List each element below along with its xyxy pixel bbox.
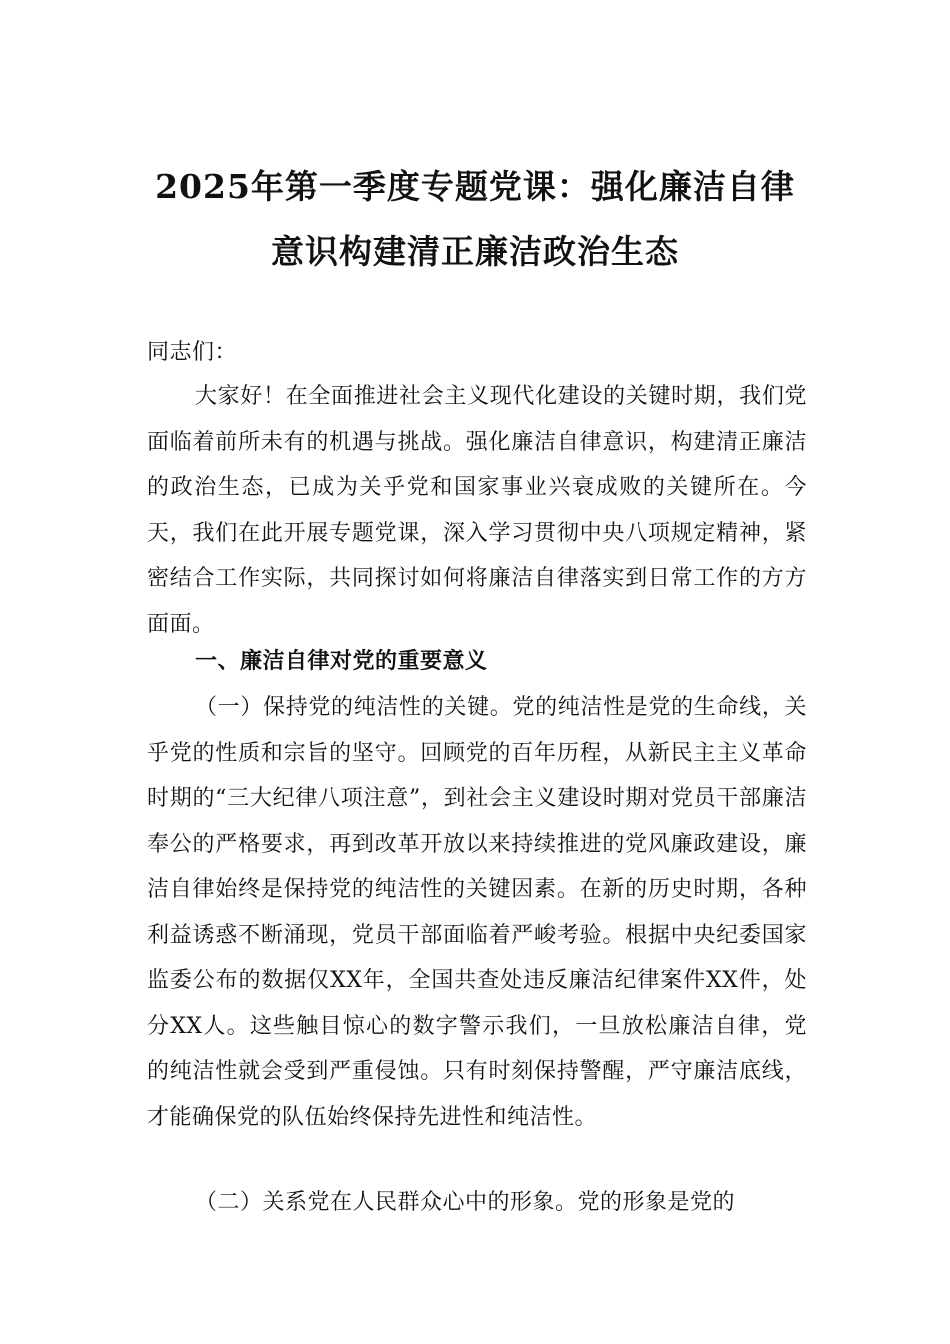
paragraph-section-1-1: （一）保持党的纯洁性的关键。党的纯洁性是党的生命线，关乎党的性质和宗旨的坚守。回顾党的百年历程，从新民主主义革命时期的“三大纪律八项注意”，到社会主义建设时期对党员干部廉洁奉公的严格要求，再到改革开放以来持续推进的党风廉政建设，廉洁自律始终是保持党的纯洁性的关键因素。在新的历史时期，各种利益诱惑不断涌现，党员干部面临着严峻考验。根据中央纪委国家监委公布的数据仅XX年，全国共查处违反廉洁纪律案件XX件，处分XX人。这些触目惊心的数字警示我们，一旦放松廉洁自律，党的纯洁性就会受到严重侵蚀。只有时刻保持警醒，严守廉洁底线，才能确保党的队伍始终保持先进性和纯洁性。 bbox=[147, 695, 807, 1130]
paragraph-section-1-2: （二）关系党在人民群众心中的形象。党的形象是党的 bbox=[195, 1190, 736, 1215]
section-heading-1: 一、廉洁自律对党的重要意义 bbox=[195, 649, 488, 674]
document-title-line-2: 意识构建清正廉洁政治生态 bbox=[271, 232, 679, 271]
paragraph-intro: 大家好！在全面推进社会主义现代化建设的关键时期，我们党面临着前所未有的机遇与挑战。强化廉洁自律意识，构建清正廉洁的政治生态，已成为关乎党和国家事业兴衰成败的关键所在。今天，我们在此开展专题党课，深入学习贯彻中央八项规定精神，紧密结合工作实际，共同探讨如何将廉洁自律落实到日常工作的方方面面。 bbox=[147, 384, 807, 637]
salutation: 同志们： bbox=[147, 340, 238, 365]
document-title-line-1: 2025年第一季度专题党课：强化廉洁自律 bbox=[155, 167, 795, 206]
